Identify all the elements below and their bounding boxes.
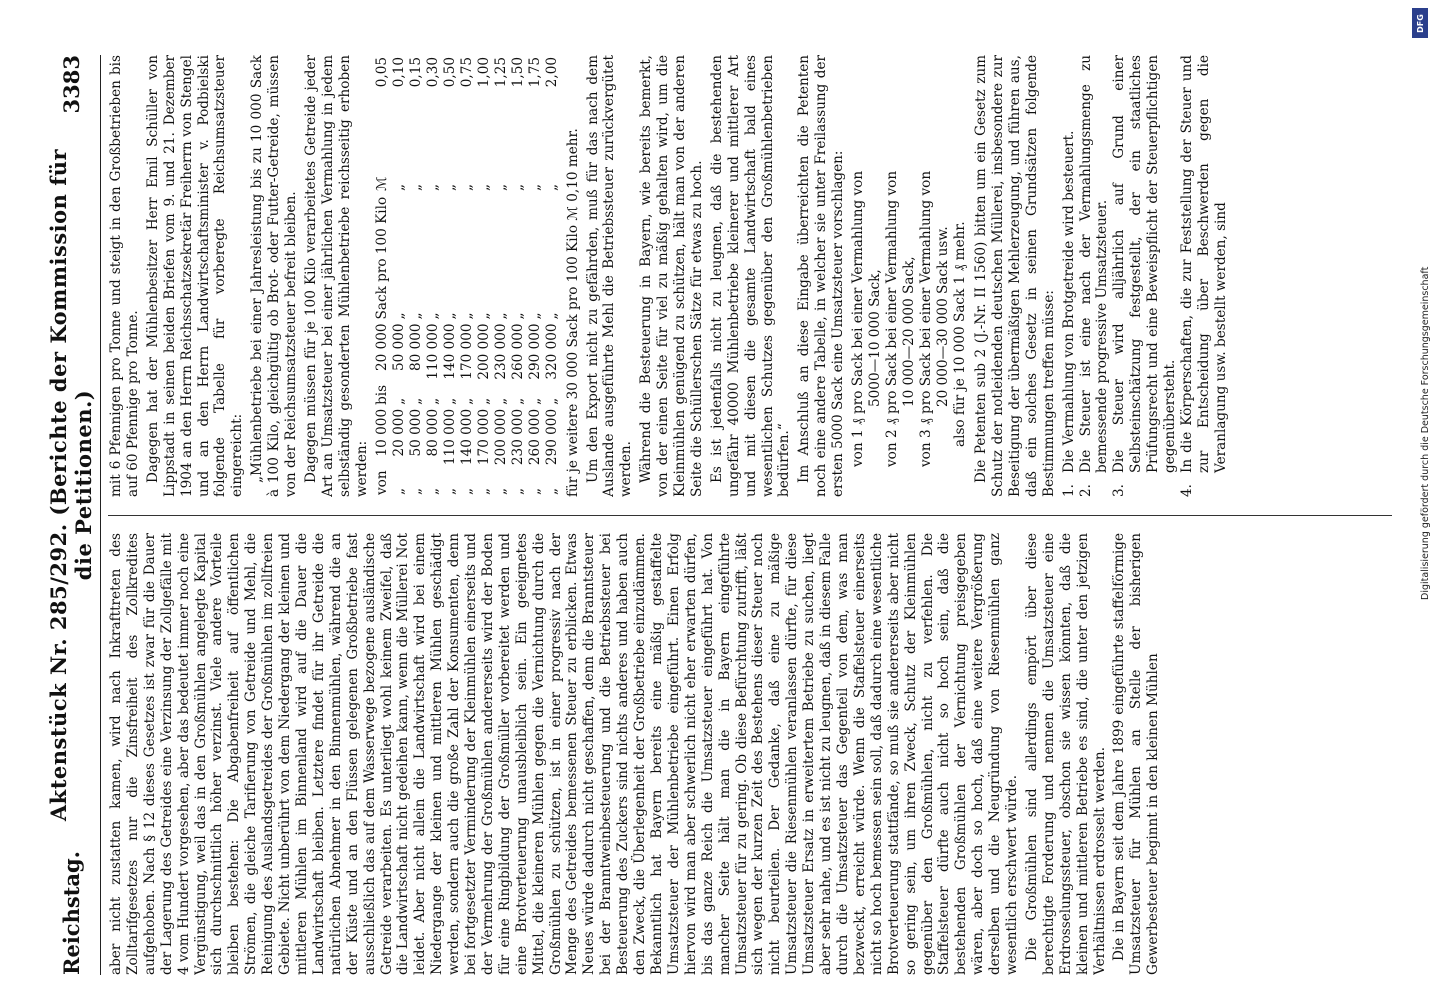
table-cell: „ bbox=[526, 183, 543, 191]
table-cell: „ bbox=[509, 487, 526, 495]
list-text: Die Vermahlung von Brotgetreide wird besteuert. bbox=[1060, 130, 1077, 473]
table-cell: 0,15 bbox=[407, 57, 424, 88]
table-cell: 0,10 bbox=[390, 57, 407, 88]
table-cell: „ bbox=[390, 183, 407, 191]
table-cell: „ bbox=[492, 397, 509, 405]
table-cell: 1,25 bbox=[492, 57, 509, 88]
paragraph: mit 6 Pfennigen pro Tonne und steigt in den Großbetrieben bis auf 60 Pfennige pro Tonne. bbox=[108, 55, 141, 497]
table-cell: „ bbox=[407, 312, 424, 320]
table-cell: Sack pro 100 Kilo bbox=[373, 196, 390, 320]
table-cell: „ bbox=[543, 487, 560, 495]
table-cell: 230 000 bbox=[492, 323, 509, 380]
table-cell: 1,50 bbox=[509, 57, 526, 88]
table-cell: „ bbox=[475, 487, 492, 495]
table-cell: „ bbox=[492, 183, 509, 191]
list-item bbox=[1061, 55, 1078, 497]
tariff-line: 5000—10 000 Sack, bbox=[867, 269, 884, 407]
table-row bbox=[391, 55, 408, 497]
table-cell: 200 000 bbox=[492, 408, 509, 466]
table-cell: 110 000 bbox=[424, 323, 441, 380]
rotated-page bbox=[42, 55, 1392, 975]
table-cell: 80 000 bbox=[424, 408, 441, 457]
table-cell: „ bbox=[475, 312, 492, 320]
paragraph: Es ist jedenfalls nicht zu leugnen, daß die bestehenden ungefähr 40000 Mühlenbetriebe kleinerer und mittlerer Art und mit diesen die gesamte Landwirtschaft bald eines wesentlichen Schutzes gegenüber den Großmühlenbetrieben bedürfen.“ bbox=[708, 55, 793, 497]
table-cell: „ bbox=[543, 312, 560, 320]
table-cell: „ bbox=[424, 183, 441, 191]
numbered-list bbox=[1061, 55, 1230, 497]
table-cell: bis bbox=[373, 384, 390, 405]
table-cell: 290 000 bbox=[526, 323, 543, 380]
list-item bbox=[1111, 55, 1179, 497]
list-item bbox=[1078, 55, 1112, 497]
table-cell: „ bbox=[458, 397, 475, 405]
header-left: Reichstag. bbox=[58, 851, 84, 975]
paragraph: Im Anschluß an diese Eingabe überreichten die Petenten noch eine andere Tabelle, in welcher sie unter Freilassung der ersten 5000 Sack eine Umsatzsteuer vorschlagen: bbox=[796, 55, 847, 497]
tariff-list bbox=[850, 55, 969, 467]
table-cell: „ bbox=[492, 312, 509, 320]
left-column bbox=[108, 533, 1392, 975]
table-cell: „ bbox=[526, 397, 543, 405]
table-cell: „ bbox=[390, 312, 407, 320]
table-row bbox=[459, 55, 476, 497]
dfg-watermark-text: Digitalisierung gefördert durch die Deutsche Forschungsgemeinschaft bbox=[1420, 266, 1431, 600]
table-cell: 260 000 bbox=[526, 408, 543, 466]
paragraph: Dagegen hat der Mühlenbesitzer Herr Emil Schüller von Lippstadt in seinen beiden Briefen vom 9. und 21. Dezember 1904 an den Herrn Reichsschatzsekretär Freiherrn von Stengel und an den Herrn Landwirtschaftsminister v. Podbielski folgende Tabelle für vorberegte Reichsumsatzsteuer eingereicht: bbox=[144, 55, 246, 497]
table-cell: „ bbox=[441, 183, 458, 191]
table-cell: „ bbox=[543, 183, 560, 191]
paragraph: aber nicht zustatten kamen, wird nach Inkrafttreten des Zolltarifgesetzes nur die Zinsfreiheit des Zollkredites aufgehoben. Nach § 12 dieses Gesetzes ist zwar für die Dauer der Lagerung des Getreides eine Verzinsung der Zollgefälle mit 4 vom Hundert vorgesehen, aber das bedeutet immer noch eine Vergünstigung, weil das in den Großmühlen angelegte Kapital sich durchschnittlich höher verzinst. Viele andere Vorteile bleiben bestehen: Die Abgabenfreiheit auf öffentlichen Strömen, die gleiche Tarifierung von Getreide und Mehl, die Reinigung des Auslandsgetreides der Großmühlen im zollfreien Gebiete. Nicht unberührt von dem Niedergang der kleinen und mittleren Mühlen im Binnenland wird auf die Dauer die Landwirtschaft bleiben. Letztere findet für ihr Getreide die natürlichen Abnehmer in den Binnenmühlen, während die an der Küste und an den Flüssen gelegenen Großbetriebe fast ausschließlich das auf dem Wasserwege bezogene ausländische Getreide verarbeiten. Es unterliegt wohl keinem Zweifel, daß die Landwirtschaft nicht gedeihen kann, wenn die Müllerei Not leidet. Aber nicht allein die Landwirtschaft wird bei einem Niedergange der kleinen und mittleren Mühlen geschädigt werden, sondern auch die große Zahl der Konsumenten, denn bei fortgesetzter Verminderung der Kleinmühlen einerseits und der Vermehrung der Großmühlen andererseits wird der Boden für eine Ringbildung der Großmüller vorbereitet werden und eine Brotverteuerung unausbleiblich sein. Ein geeignetes Mittel, die kleineren Mühlen gegen die Vernichtung durch die Großmühlen zu schützen, ist in einer progressiv nach der Menge des Getreides bemessenen Steuer zu erblicken. Etwas Neues würde dadurch nicht geschaffen, denn die Branntsteuer bei der Branntweinbesteuerung und die Betriebssteuer bei Besteuerung des Zuckers sind nichts anderes und haben auch den Zweck, die Überlegenheit der Großbetriebe einzudämmen. Bekanntlich hat Bayern bereits eine mäßig gestaffelte Umsatzsteuer der Mühlenbetriebe eingeführt. Einen Erfolg hiervon wird man aber schwerlich nicht eher erwarten dürfen, bis das ganze Reich die Umsatzsteuer eingeführt hat. Von mancher Seite hält man die in Bayern eingeführte Umsatzsteuer für zu gering. Ob diese Befürchtung zutrifft, läßt sich wegen der kurzen Zeit des Bestehens dieser Steuer noch nicht beurteilen. Der Gedanke, daß eine zu mäßige Umsatzsteuer die Riesenmühlen veranlassen dürfte, für diese Umsatzsteuer Ersatz in erweitertem Betriebe zu suchen, liegt aber sehr nahe, und es ist nicht zu leugnen, daß in diesem Falle durch die Umsatzsteuer das Gegenteil von dem, was man bezweckt, erreicht würde. Wenn die Staffelsteuer einerseits nicht so hoch bemessen sein soll, daß dadurch eine wesentliche Brotverteuerung stattfände, so muß sie andererseits aber nicht so gering sein, um ihren Zweck, Schutz der Kleinmühlen gegenüber den Großmühlen, nicht zu verfehlen. Die Staffelsteuer dürfte auch nicht so hoch sein, daß die bestehenden Großmühlen der Vernichtung preisgegeben wären, aber doch so hoch, daß eine weitere Vergrößerung derselben und die Neugründung von Riesenmühlen ganz wesentlich erschwert würde. bbox=[108, 533, 1021, 975]
table-row bbox=[425, 55, 442, 497]
table-cell: „ bbox=[475, 183, 492, 191]
table-cell: 20 000 bbox=[373, 323, 390, 372]
table-cell: „ bbox=[407, 183, 424, 191]
table-cell: „ bbox=[441, 312, 458, 320]
list-text: In die Körperschaften, die zur Feststellung der Steuer und zur Entscheidung über Beschwerden gegen die Veranlagung usw. bestellt werden, sind bbox=[1178, 55, 1229, 473]
table-cell: 50 000 bbox=[390, 323, 407, 372]
table-cell: „ bbox=[543, 397, 560, 405]
right-column bbox=[108, 55, 1392, 497]
table-cell: 0,05 bbox=[373, 57, 390, 88]
table-cell: 170 000 bbox=[458, 323, 475, 380]
table-cell: „ bbox=[441, 397, 458, 405]
table-cell: 260 000 bbox=[509, 323, 526, 380]
paragraph: Die Großmühlen sind allerdings empört über diese berechtigte Forderung und nennen die Umsatzsteuer eine Erdrosselungssteuer, obschon sie wissen könnten, daß die kleinen und mittleren Betriebe es sind, die unter den jetzigen Verhältnissen erdrosselt werden. bbox=[1023, 533, 1108, 975]
tariff-line: von 1 ₰ pro Sack bei einer Vermahlung von bbox=[850, 170, 867, 467]
table-cell: 10 000 bbox=[373, 408, 390, 457]
table-cell: 0,50 bbox=[441, 57, 458, 88]
table-cell: „ bbox=[509, 397, 526, 405]
table-cell: „ bbox=[475, 397, 492, 405]
table-cell: 170 000 bbox=[475, 408, 492, 466]
table-row bbox=[408, 55, 425, 497]
paragraph: Während die Besteuerung in Bayern, wie bereits bemerkt, von der einen Seite für viel zu mäßig gehalten wird, um die Kleinmühlen genügend zu schützen, hält man von der anderen Seite die Schüllerschen Sätze für etwas zu hoch. bbox=[638, 55, 705, 497]
table-cell: „ bbox=[424, 397, 441, 405]
table-cell: „ bbox=[390, 397, 407, 405]
table-row bbox=[527, 55, 544, 497]
tariff-line: von 3 ₰ pro Sack bei einer Vermahlung von bbox=[918, 170, 935, 467]
page-number: 3383 bbox=[58, 55, 84, 114]
table-cell: 50 000 bbox=[407, 408, 424, 457]
quoted-paragraph: „Mühlenbetriebe bei einer Jahresleistung bis zu 10 000 Sack à 100 Kilo, gleichgültig ob Brot- oder Futter-Getreide, müssen von der Reichsumsatzsteuer befreit bleiben. bbox=[249, 55, 300, 497]
table-cell: „ bbox=[492, 487, 509, 495]
column-divider bbox=[108, 515, 1392, 516]
tariff-line: also für je 10 000 Sack 1 ₰ mehr. bbox=[952, 221, 969, 447]
table-cell: „ bbox=[526, 487, 543, 495]
table-cell: 200 000 bbox=[475, 323, 492, 380]
table-cell: 290 000 bbox=[543, 408, 560, 466]
table-cell: „ bbox=[526, 312, 543, 320]
table-cell: „ bbox=[458, 183, 475, 191]
table-cell: „ bbox=[458, 487, 475, 495]
paragraph: Die in Bayern seit dem Jahre 1899 eingeführte staffelförmige Umsatzsteuer für Mühlen an Stelle der bisherigen Gewerbesteuer beginnt in den kleinen Mühlen bbox=[1111, 533, 1162, 975]
table-cell: 1,00 bbox=[475, 57, 492, 88]
paragraph: für je weitere 30 000 Sack pro 100 Kilo ℳ 0,10 mehr. bbox=[564, 128, 581, 497]
table-cell: „ bbox=[407, 397, 424, 405]
tax-rate-table bbox=[374, 55, 561, 497]
table-row bbox=[510, 55, 527, 497]
table-cell: 20 000 bbox=[390, 408, 407, 457]
dfg-logo-text: DFG bbox=[1415, 13, 1425, 33]
list-text: Die Steuer wird alljährlich auf Grund einer Selbsteinschätzung festgestellt, der ein staatliches Prüfungsrecht und eine Beweispflicht der Steuerpflichtigen gegenübersteht. bbox=[1111, 55, 1179, 473]
list-number: 3. bbox=[1111, 484, 1128, 497]
list-item bbox=[1179, 55, 1230, 497]
table-cell: „ bbox=[509, 183, 526, 191]
header-title: Aktenstück Nr. 285/292. (Berichte der Kommission für die Petitionen.) bbox=[46, 148, 96, 822]
table-cell: 0,30 bbox=[424, 57, 441, 88]
table-cell: „ bbox=[458, 312, 475, 320]
table-row bbox=[493, 55, 510, 497]
table-cell: 1,75 bbox=[526, 57, 543, 88]
table-cell: von bbox=[373, 470, 390, 495]
paragraph: Um den Export nicht zu gefährden, muß für das nach dem Auslande ausgeführte Mehl die Betriebssteuer zurückvergütet werden. bbox=[584, 55, 635, 497]
table-row bbox=[476, 55, 493, 497]
table-cell: „ bbox=[509, 312, 526, 320]
dfg-logo bbox=[1412, 8, 1428, 38]
table-cell: 140 000 bbox=[441, 323, 458, 380]
list-number: 4. bbox=[1178, 484, 1195, 497]
table-cell: 110 000 bbox=[441, 408, 458, 466]
table-cell: 80 000 bbox=[407, 323, 424, 372]
list-text: Die Steuer ist eine nach der Vermahlungsmenge zu bemessende progressive Umsatzsteuer. bbox=[1077, 55, 1111, 473]
table-cell: „ bbox=[441, 487, 458, 495]
table-cell: „ bbox=[390, 487, 407, 495]
table-cell: „ bbox=[424, 487, 441, 495]
table-cell: 0,75 bbox=[458, 57, 475, 88]
table-cell: „ bbox=[407, 487, 424, 495]
table-cell: 320 000 bbox=[543, 323, 560, 380]
table-row bbox=[374, 55, 391, 497]
paragraph: Dagegen müssen für je 100 Kilo verarbeitetes Getreide jeder Art an Umsatzsteuer bei einer jährlichen Vermahlung in jedem selbständig gesonderten Mühlenbetriebe reichsseitig erhoben werden: bbox=[302, 55, 370, 497]
paragraph: Die Petenten sub 2 (J.-Nr. II 1560) bitten um ein Gesetz zum Schutz der notleidenden deutschen Müllerei, insbesondere zur Beseitigung der übermäßigen Mehlerzeugung, und führen aus, daß ein solches Gesetz in seinen Grundsätzen folgende Bestimmungen treffen müsse: bbox=[973, 55, 1057, 497]
tariff-line: 20 000—30 000 Sack usw. bbox=[935, 226, 952, 407]
list-number: 2. bbox=[1077, 484, 1094, 497]
table-cell: 140 000 bbox=[458, 408, 475, 466]
table-row bbox=[442, 55, 459, 497]
table-cell: 2,00 bbox=[543, 57, 560, 88]
table-cell: ℳ bbox=[373, 176, 390, 191]
table-cell: „ bbox=[424, 312, 441, 320]
tariff-line: von 2 ₰ pro Sack bei einer Vermahlung von bbox=[884, 170, 901, 467]
running-header bbox=[42, 55, 101, 975]
tariff-line: 10 000—20 000 Sack, bbox=[901, 256, 918, 407]
table-row bbox=[544, 55, 561, 497]
table-cell: 230 000 bbox=[509, 408, 526, 466]
list-number: 1. bbox=[1060, 484, 1077, 497]
